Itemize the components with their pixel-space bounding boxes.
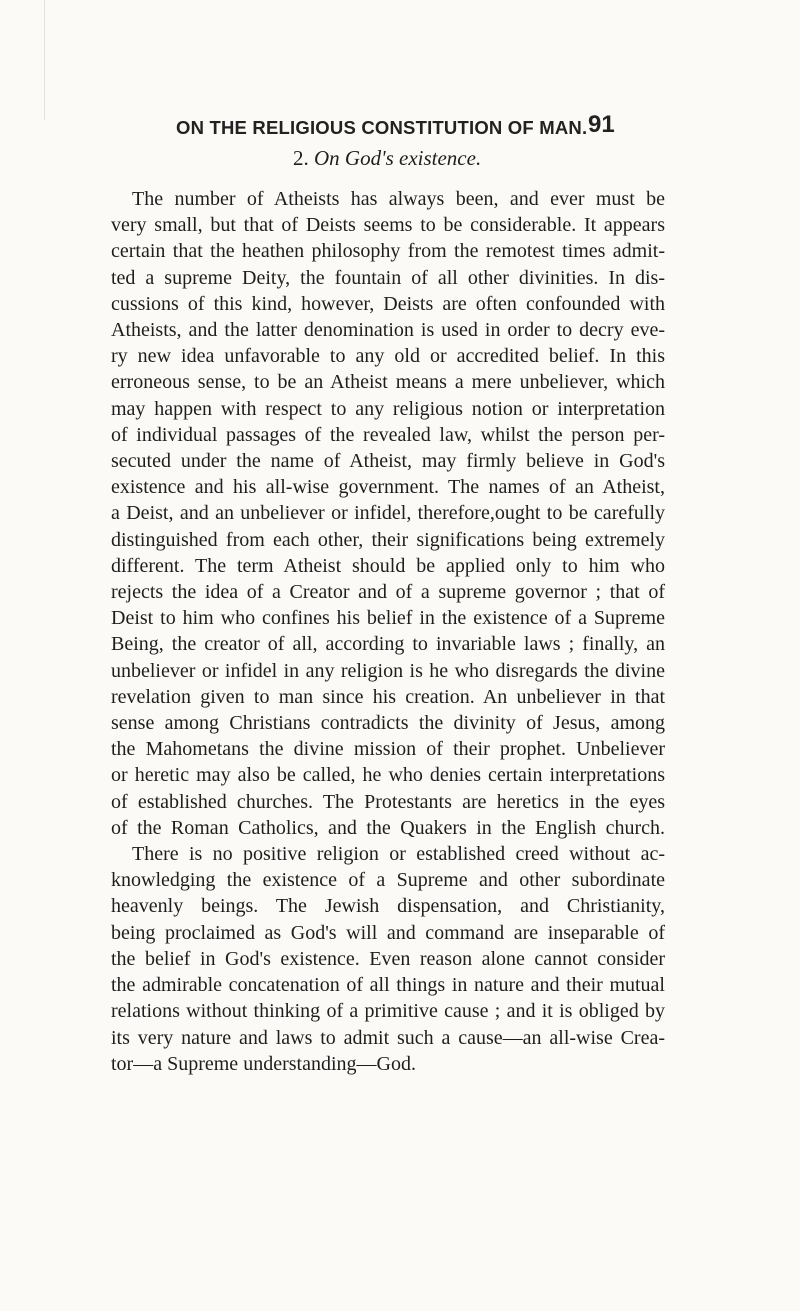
text-line: Deist to him who confines his belief in the existence of a Supreme [111, 607, 665, 630]
text-line: revelation given to man since his creation. An unbeliever in that [111, 685, 665, 708]
text-line: secuted under the name of Atheist, may firmly believe in God's [111, 450, 665, 473]
text-line: different. The term Atheist should be applied only to him who [111, 554, 665, 577]
body-text [111, 186, 665, 1077]
text-line: being proclaimed as God's will and command are inseparable of [111, 921, 665, 944]
text-line: The number of Atheists has always been, and ever must be [132, 188, 665, 210]
text-line: of individual passages of the revealed law, whilst the person per- [111, 423, 665, 446]
text-line: sense among Christians contradicts the divinity of Jesus, among [111, 712, 665, 735]
text-line: distinguished from each other, their significations being extremely [111, 528, 665, 551]
text-line: of established churches. The Protestants are heretics in the eyes [111, 790, 665, 813]
text-line: unbeliever or infidel in any religion is he who disregards the divine [111, 659, 665, 682]
section-number: 2. [293, 146, 309, 170]
text-line: ted a supreme Deity, the fountain of all other divinities. In dis- [111, 266, 665, 289]
text-line: Being, the creator of all, according to invariable laws ; finally, an [111, 633, 665, 656]
text-line: or heretic may also be called, he who denies certain interpretations [111, 764, 665, 787]
text-line: erroneous sense, to be an Atheist means a mere unbeliever, which [111, 371, 665, 394]
text-line: may happen with respect to any religious notion or interpretation [111, 397, 665, 420]
text-line: Atheists, and the latter denomination is used in order to decry eve- [111, 319, 665, 342]
text-line: very small, but that of Deists seems to be considerable. It appears [111, 214, 665, 237]
text-line: cussions of this kind, however, Deists are often confounded with [111, 292, 665, 315]
page-number: 91 [588, 111, 615, 138]
section-title: On God's existence. [314, 146, 482, 170]
text-line: the belief in God's existence. Even reason alone cannot consider [111, 947, 665, 970]
text-line: a Deist, and an unbeliever or infidel, therefore,ought to be carefully [111, 502, 665, 525]
text-line: the admirable concatenation of all things in nature and their mutual [111, 974, 665, 997]
text-line: tor—a Supreme understanding—God. [111, 1052, 416, 1075]
text-line: heavenly beings. The Jewish dispensation, and Christianity, [111, 895, 665, 918]
text-line: rejects the idea of a Creator and of a supreme governor ; that of [111, 581, 665, 604]
text-line: existence and his all-wise government. The names of an Atheist, [111, 476, 665, 499]
text-line: of the Roman Catholics, and the Quakers in the English church. [111, 816, 665, 839]
text-line: its very nature and laws to admit such a cause—an all-wise Crea- [111, 1026, 665, 1049]
text-line: relations without thinking of a primitive cause ; and it is obliged by [111, 1000, 665, 1023]
section-heading [293, 146, 481, 171]
text-line: knowledging the existence of a Supreme and other subordinate [111, 869, 665, 892]
text-line: the Mahometans the divine mission of their prophet. Unbeliever [111, 738, 665, 761]
text-line: There is no positive religion or established creed without ac- [132, 843, 665, 866]
text-line: certain that the heathen philosophy from the remotest times admit- [111, 240, 665, 263]
text-line: ry new idea unfavorable to any old or accredited belief. In this [111, 345, 665, 368]
page-edge-line [44, 0, 45, 120]
running-head: ON THE RELIGIOUS CONSTITUTION OF MAN. [176, 117, 588, 138]
